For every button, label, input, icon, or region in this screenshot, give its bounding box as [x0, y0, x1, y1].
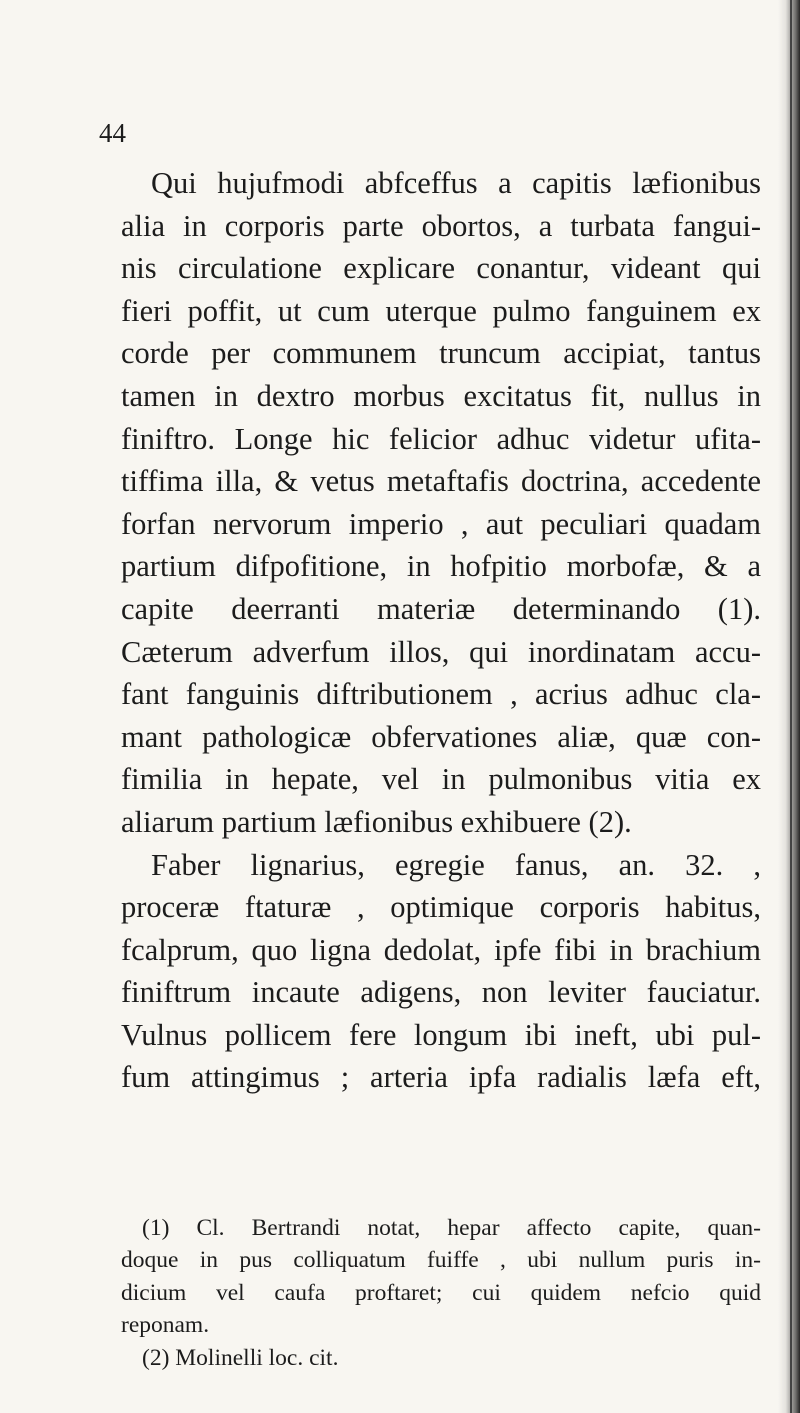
footnote-line: (1) Cl. Bertrandi notat, hepar affecto capite, quan- [142, 1215, 761, 1241]
text-line: Cæterum adverfum illos, qui inordinatam accu- [121, 634, 761, 669]
footnote-line: reponam. [121, 1312, 210, 1339]
text-line: aliarum partium læfionibus exhibuere (2). [121, 804, 632, 839]
footnote-line: dicium vel caufa proftaret; cui quidem nefcio quid [121, 1279, 761, 1306]
page-edge-line [790, 0, 792, 1413]
text-line: finiftrum incaute adigens, non leviter fauciatur. [121, 975, 761, 1010]
page-edge-shadow [778, 0, 800, 1413]
text-line: forfan nervorum imperio , aut peculiari quadam [121, 506, 761, 541]
text-line: nis circulatione explicare conantur, videant qui [121, 251, 761, 286]
text-line: Faber lignarius, egregie fanus, an. 32. , [151, 847, 761, 882]
text-line: fum attingimus ; arteria ipfa radialis læfa eft, [121, 1060, 761, 1095]
text-line: tamen in dextro morbus excitatus fit, nullus in [121, 378, 761, 413]
text-line: mant pathologicæ obfervationes aliæ, quæ con- [121, 719, 761, 754]
text-line: Vulnus pollicem fere longum ibi ineft, ubi pul- [121, 1017, 761, 1052]
footnote-line: (2) Molinelli loc. cit. [142, 1344, 339, 1371]
text-line: Qui hujufmodi abfceffus a capitis læfionibus [151, 166, 761, 200]
footnotes [121, 1212, 761, 1374]
text-line: finiftro. Longe hic felicior adhuc videtur ufita- [121, 421, 761, 456]
text-line: fant fanguinis diftributionem , acrius adhuc cla- [121, 677, 761, 712]
text-line: fimilia in hepate, vel in pulmonibus vitia ex [121, 762, 761, 797]
footnote-line: doque in pus colliquatum fuiffe , ubi nullum puris in- [121, 1247, 761, 1274]
text-line: fcalprum, quo ligna dedolat, ipfe fibi in brachium [121, 932, 761, 967]
text-line: capite deerranti materiæ determinando (1). [121, 591, 761, 626]
text-line: alia in corporis parte obortos, a turbata fangui- [121, 208, 761, 243]
text-line: tiffima illa, & vetus metaftafis doctrina, accedente [121, 464, 761, 499]
main-text [121, 162, 761, 1099]
text-line: partium difpofitione, in hofpitio morbofæ, & a [121, 549, 761, 584]
text-line: proceræ ftaturæ , optimique corporis habitus, [121, 890, 761, 925]
text-line: fieri poffit, ut cum uterque pulmo fanguinem ex [121, 293, 761, 328]
text-line: corde per communem truncum accipiat, tantus [121, 336, 761, 371]
page-number: 44 [99, 118, 126, 148]
